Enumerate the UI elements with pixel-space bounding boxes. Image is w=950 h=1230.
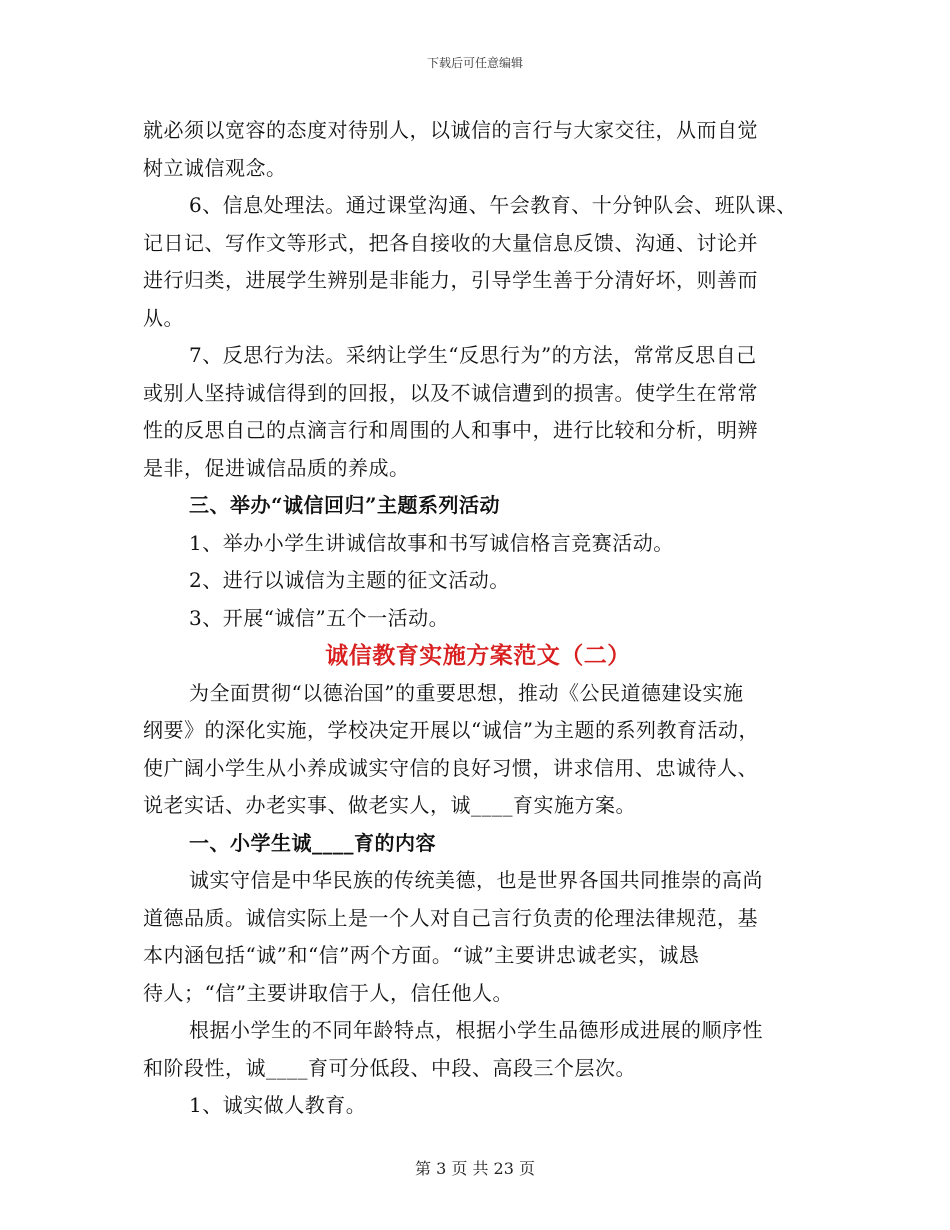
paragraph-line: 1、诚实做人教育。 bbox=[189, 1093, 367, 1117]
paragraph-line: 2、进行以诚信为主题的征文活动。 bbox=[189, 568, 510, 592]
paragraph-line: 为全面贯彻“以德治国”的重要思想，推动《公民道德建设实施 bbox=[189, 680, 744, 705]
paragraph-line: 纲要》的深化实施，学校决定开展以“诚信”为主题的系列教育活动， bbox=[143, 718, 759, 742]
paragraph-line: 记日记、写作文等形式，把各自接收的大量信息反馈、沟通、讨论并 bbox=[143, 230, 758, 255]
section-heading: 一、小学生诚____育的内容 bbox=[189, 830, 436, 855]
paragraph-line: 3、开展“诚信”五个一活动。 bbox=[189, 605, 450, 630]
page-footer: 第 3 页 共 23 页 bbox=[415, 1159, 535, 1178]
paragraph-line: 7、反思行为法。采纳让学生“反思行为”的方法，常常反思自己 bbox=[189, 343, 757, 367]
paragraph-line: 本内涵包括“诚”和“信”两个方面。“诚”主要讲忠诚老实，诚恳 bbox=[143, 943, 700, 967]
paragraph-line: 性的反思自己的点滴言行和周围的人和事中，进行比较和分析，明辨 bbox=[143, 418, 758, 442]
paragraph-line: 从。 bbox=[143, 305, 184, 330]
paragraph-line: 待人；“信”主要讲取信于人，信任他人。 bbox=[143, 980, 513, 1005]
paragraph-line: 说老实话、办老实事、做老实人，诚____育实施方案。 bbox=[143, 793, 636, 817]
paragraph-line: 或别人坚持诚信得到的回报，以及不诚信遭到的损害。使学生在常常 bbox=[143, 380, 758, 405]
paragraph-line: 道德品质。诚信实际上是一个人对自己言行负责的伦理法律规范，基 bbox=[143, 905, 758, 930]
paragraph-line: 树立诚信观念。 bbox=[143, 155, 287, 180]
document-body bbox=[143, 112, 833, 1125]
section-heading: 三、举办“诚信回归”主题系列活动 bbox=[189, 493, 501, 517]
paragraph-line: 1、举办小学生讲诚信故事和书写诚信格言竞赛活动。 bbox=[189, 530, 674, 555]
paragraph-line: 和阶段性，诚____育可分低段、中段、高段三个层次。 bbox=[143, 1055, 636, 1080]
paragraph-line: 就必须以宽容的态度对待别人，以诚信的言行与大家交往，从而自觉 bbox=[143, 118, 758, 142]
paragraph-line: 诚实守信是中华民族的传统美德，也是世界各国共同推崇的高尚 bbox=[189, 868, 763, 892]
paragraph-line: 根据小学生的不同年龄特点，根据小学生品德形成进展的顺序性 bbox=[189, 1018, 763, 1042]
paragraph-line: 6、信息处理法。通过课堂沟通、午会教育、十分钟队会、班队课、 bbox=[189, 193, 797, 217]
paragraph-line: 是非，促进诚信品质的养成。 bbox=[143, 455, 410, 480]
page-header: 下载后可任意编辑 bbox=[426, 56, 523, 70]
paragraph-line: 进行归类，进展学生辨别是非能力，引导学生善于分清好坏，则善而 bbox=[143, 268, 758, 292]
section-title: 诚信教育实施方案范文（二） bbox=[325, 642, 631, 669]
paragraph-line: 使广阔小学生从小养成诚实守信的良好习惯，讲求信用、忠诚待人、 bbox=[143, 755, 758, 780]
